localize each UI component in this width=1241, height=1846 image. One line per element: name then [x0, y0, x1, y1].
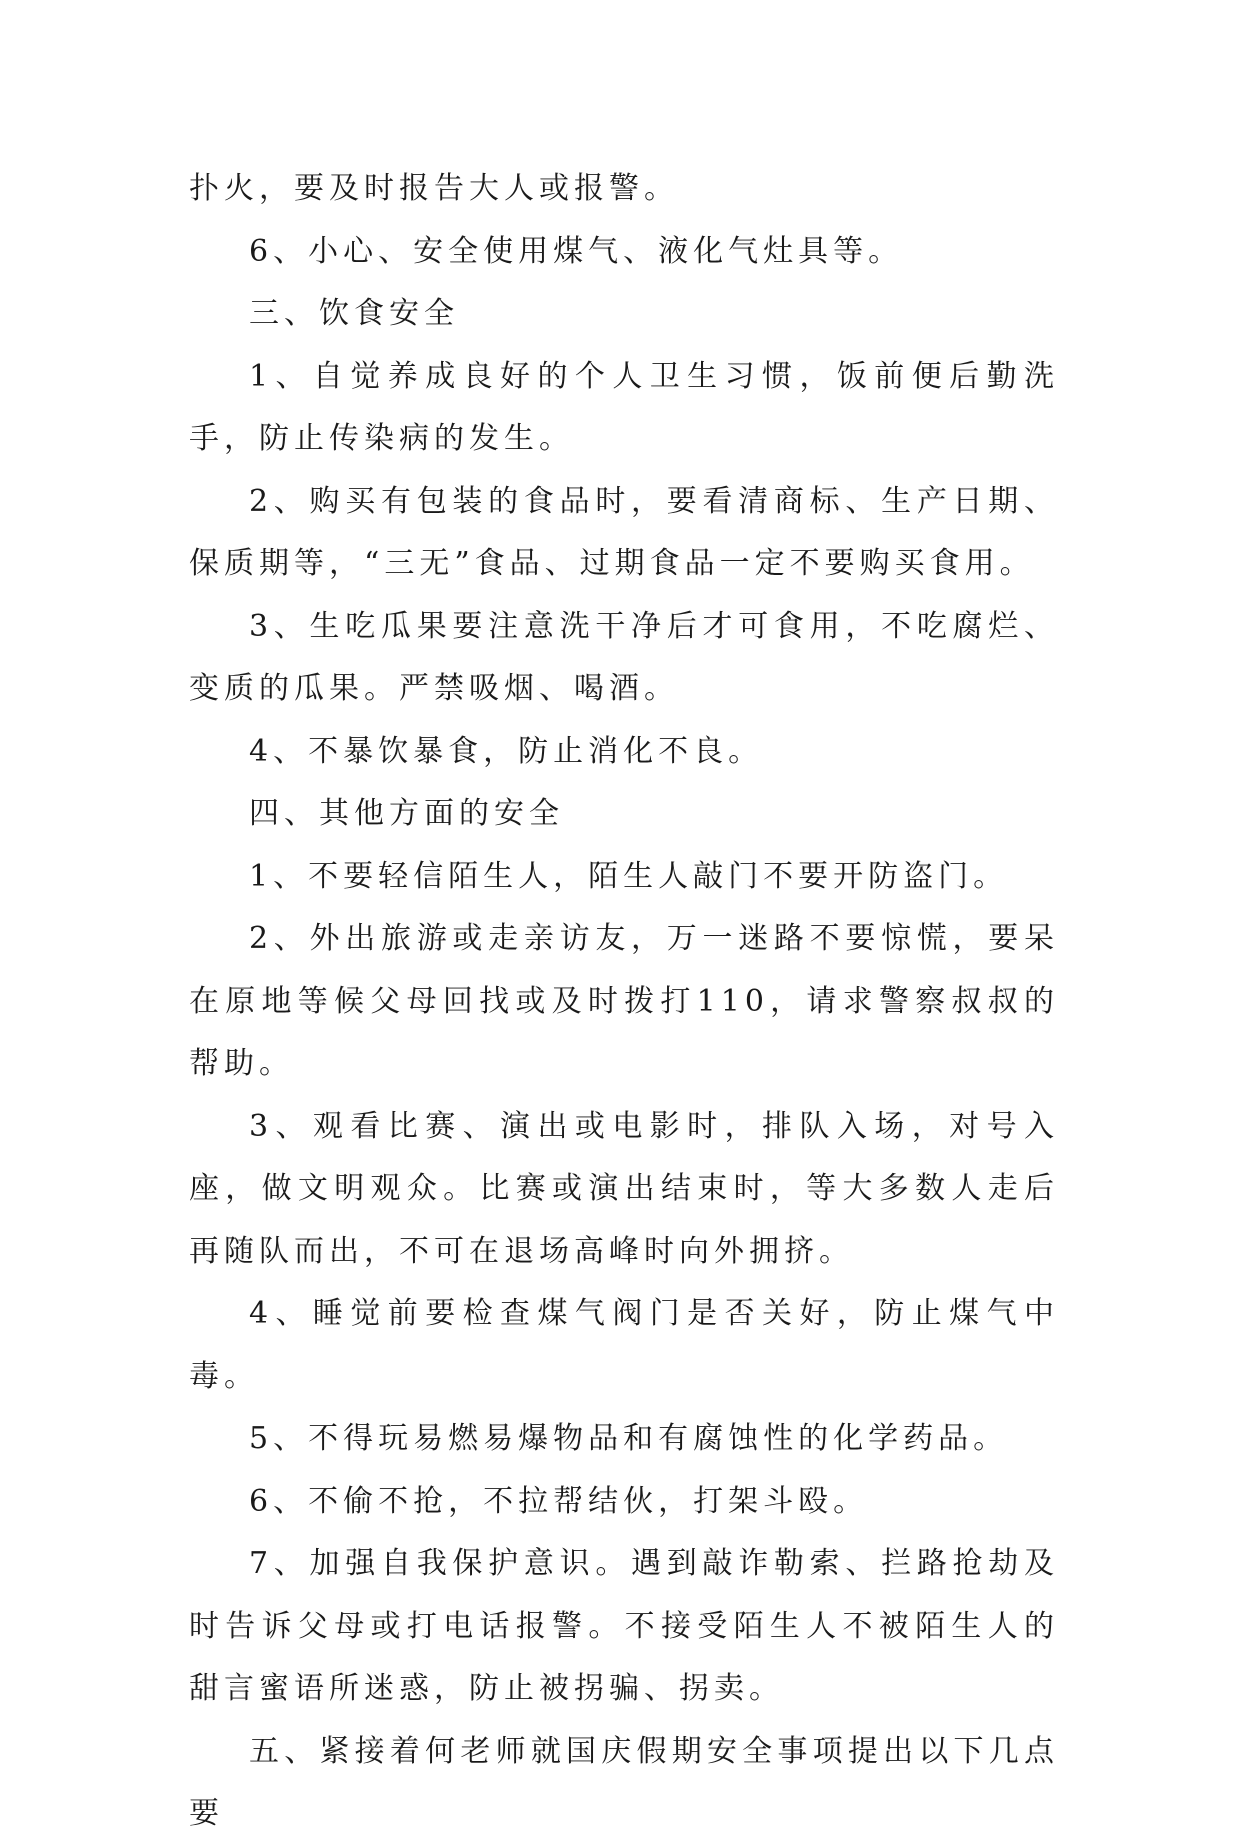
section-heading-holiday: 五、紧接着何老师就国庆假期安全事项提出以下几点要: [189, 1733, 1059, 1831]
paragraph-4: 1、自觉养成良好的个人卫生习惯，饭前便后勤洗手，防止传染病的发生。: [189, 358, 1059, 456]
paragraph-1: 扑火，要及时报告大人或报警。: [189, 171, 679, 206]
document-body: [189, 158, 1059, 1846]
paragraph-10: 2、外出旅游或走亲访友，万一迷路不要惊慌，要呆在原地等候父母回找或及时拨打110，请求警察叔叔的帮助。: [189, 921, 1059, 1081]
paragraph-13: 5、不得玩易燃易爆物品和有腐蚀性的化学药品。: [249, 1421, 1009, 1456]
paragraph-12: 4、睡觉前要检查煤气阀门是否关好，防止煤气中毒。: [189, 1296, 1059, 1394]
paragraph-14: 6、不偷不抢，不拉帮结伙，打架斗殴。: [249, 1483, 869, 1519]
section-heading-other-safety: 四、其他方面的安全: [249, 796, 564, 831]
paragraph-11: 3、观看比赛、演出或电影时，排队入场，对号入座，做文明观众。比赛或演出结束时，等大多数人走后再随队而出，不可在退场高峰时向外拥挤。: [189, 1108, 1059, 1269]
paragraph-7: 4、不暴饮暴食，防止消化不良。: [249, 733, 764, 769]
paragraph-6: 3、生吃瓜果要注意洗干净后才可食用，不吃腐烂、变质的瓜果。严禁吸烟、喝酒。: [189, 608, 1059, 706]
section-heading-food-safety: 三、饮食安全: [249, 296, 459, 331]
paragraph-2: 6、小心、安全使用煤气、液化气灶具等。: [249, 233, 904, 269]
paragraph-5: 2、购买有包装的食品时，要看清商标、生产日期、保质期等，“三无”食品、过期食品一定不要购买食用。: [189, 483, 1059, 581]
paragraph-9: 1、不要轻信陌生人，陌生人敲门不要开防盗门。: [249, 858, 1009, 894]
paragraph-15: 7、加强自我保护意识。遇到敲诈勒索、拦路抢劫及时告诉父母或打电话报警。不接受陌生人不被陌生人的甜言蜜语所迷惑，防止被拐骗、拐卖。: [189, 1546, 1059, 1706]
